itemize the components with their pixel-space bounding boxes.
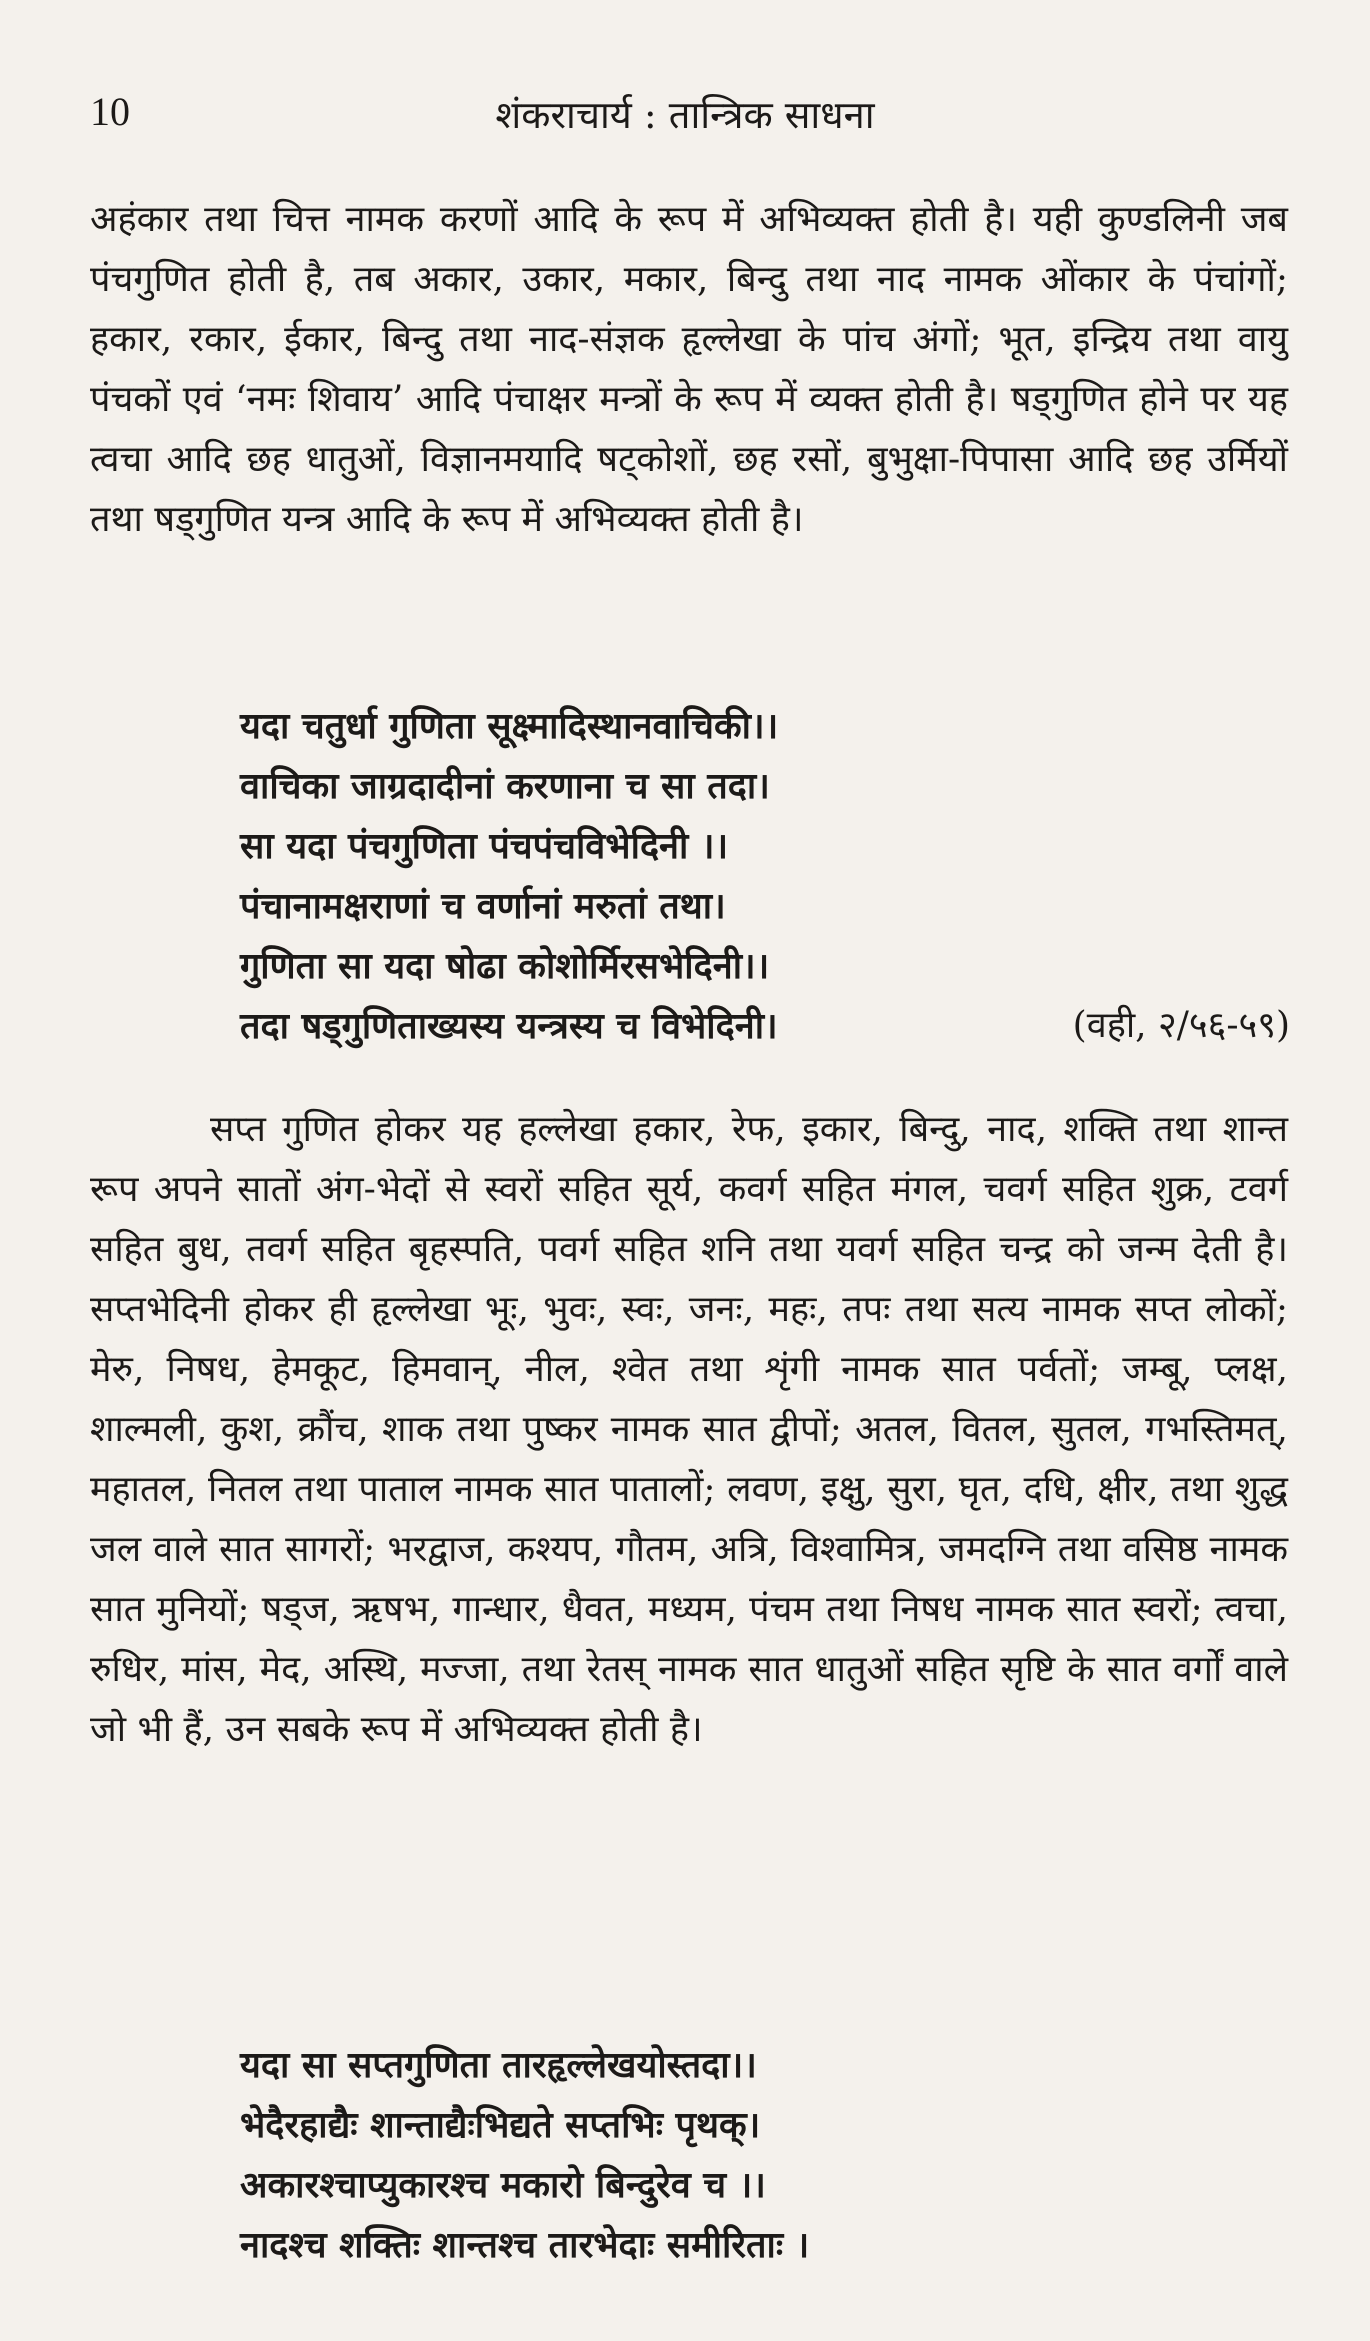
verse-1-line-3: सा यदा पंचगुणिता पंचपंचविभेदिनी ।।	[240, 825, 729, 867]
page-header	[90, 88, 1280, 144]
verse-1-line-2: वाचिका जाग्रदादीनां करणाना च सा तदा।	[240, 765, 770, 807]
verse-1-line-6-row	[240, 996, 1290, 1056]
verse-1-line-5: गुणिता सा यदा षोढा कोशोर्मिरसभेदिनी।।	[240, 945, 770, 987]
paragraph-2-text: सप्त गुणित होकर यह हल्लेखा हकार, रेफ, इकार, बिन्दु, नाद, शक्ति तथा शान्त रूप अपने सातों अंग-भेदों से स्वरों सहित सूर्य, कवर्ग सहित मंगल, चवर्ग सहित शुक्र, टवर्ग सहित बुध, तवर्ग सहित बृहस्पति, पवर्ग सहित शनि तथा यवर्ग सहित चन्द्र को जन्म देती है। सप्तभेदिनी होकर ही हृल्लेखा भूः, भुवः, स्वः, जनः, महः, तपः तथा सत्य नामक सप्त लोकों; मेरु, निषध, हेमकूट, हिमवान्, नील, श्वेत तथा शृंगी नामक सात पर्वतों; जम्बू, प्लक्ष, शाल्मली, कुश, क्रौंच, शाक तथा पुष्कर नामक सात द्वीपों; अतल, वितल, सुतल, गभस्तिमत्, महातल, नितल तथा पाताल नामक सात पातालों; लवण, इक्षु, सुरा, घृत, दधि, क्षीर, तथा शुद्ध जल वाले सात सागरों; भरद्वाज, कश्यप, गौतम, अत्रि, विश्वामित्र, जमदग्नि तथा वसिष्ठ नामक सात मुनियों; षड्ज, ऋषभ, गान्धार, धैवत, मध्यम, पंचम तथा निषध नामक सात स्वरों; त्वचा, रुधिर, मांस, मेद, अस्थि, मज्जा, तथा रेतस् नामक सात धातुओं सहित सृष्टि के सात वर्गों वाले जो भी हैं, उन सबके रूप में अभिव्यक्त होती है।	[90, 1109, 1288, 1750]
verse-1-line-4: पंचानामक्षराणां च वर्णानां मरुतां तथा।	[240, 885, 726, 927]
paragraph-1-text: अहंकार तथा चित्त नामक करणों आदि के रूप में अभिव्यक्त होती है। यही कुण्डलिनी जब पंचगुणित होती है, तब अकार, उकार, मकार, बिन्दु तथा नाद नामक ओंकार के पंचांगों; हकार, रकार, ईकार, बिन्दु तथा नाद-संज्ञक हृल्लेखा के पांच अंगों; भूत, इन्द्रिय तथा वायु पंचकों एवं ‘नमः शिवाय’ आदि पंचाक्षर मन्त्रों के रूप में व्यक्त होती है। षड्गुणित होने पर यह त्वचा आदि छह धातुओं, विज्ञानमयादि षट्कोशों, छह रसों, बुभुक्षा-पिपासा आदि छह उर्मियों तथा षड्गुणित यन्त्र आदि के रूप में अभिव्यक्त होती है।	[90, 199, 1288, 540]
verse-2-line-4: नादश्च शक्तिः शान्तश्च तारभेदाः समीरिताः ।	[240, 2224, 810, 2266]
verse-2-line-1: यदा सा सप्तगुणिता तारहृल्लेखयोस्तदा।।	[240, 2044, 757, 2086]
verse-2-line-3: अकारश्चाप्युकारश्च मकारो बिन्दुरेव च ।।	[240, 2164, 766, 2206]
running-title: शंकराचार्य : तान्त्रिक साधना	[495, 93, 875, 137]
verse-1-line-6: तदा षड्गुणिताख्यस्य यन्त्रस्य च विभेदिनी।	[240, 1005, 778, 1047]
verse-block-1	[240, 696, 1290, 1056]
page-number: 10	[90, 89, 130, 134]
paragraph-1	[90, 190, 1288, 550]
verse-2-line-2: भेदैरहाद्यैः शान्ताद्यैःभिद्यते सप्तभिः पृथक्।	[240, 2104, 761, 2146]
verse-1-reference: (वही, २/५६-५९)	[1072, 1005, 1290, 1046]
paragraph-2	[90, 1100, 1288, 1760]
verse-1-line-1: यदा चतुर्धा गुणिता सूक्ष्मादिस्थानवाचिकी।।	[240, 705, 779, 747]
verse-block-2	[240, 2035, 1290, 2275]
